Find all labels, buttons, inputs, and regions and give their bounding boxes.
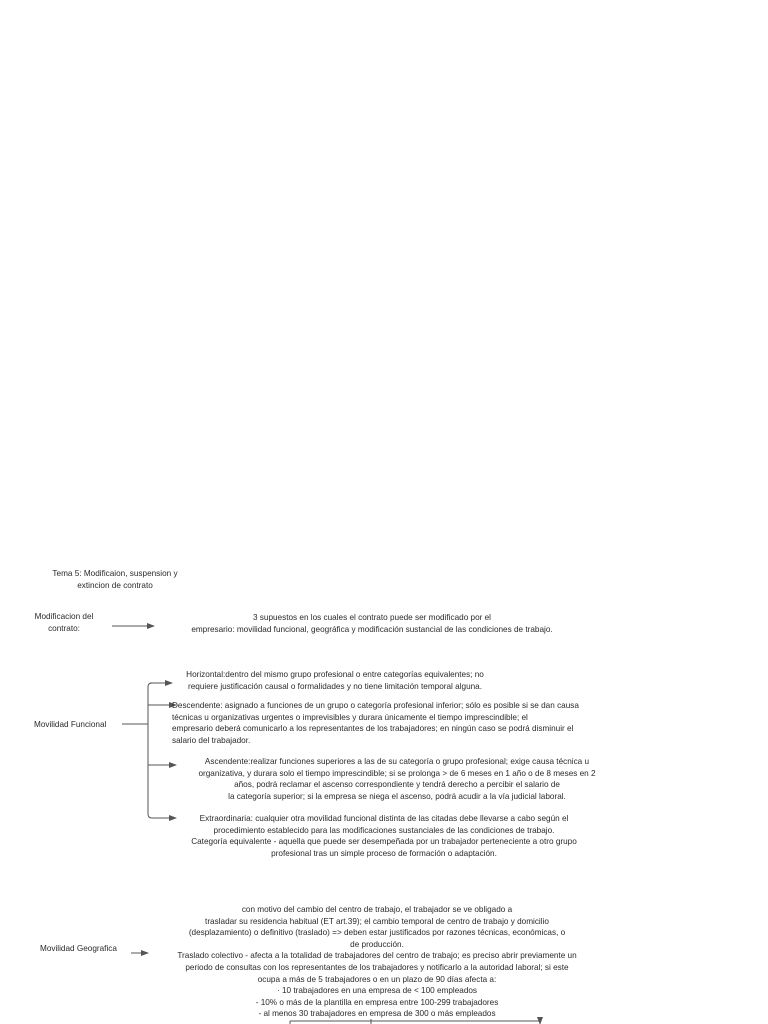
horizontal-line: requiere justificación causal o formalidades y no tiene limitación temporal alguna. — [188, 681, 482, 691]
extraordinaria-line: profesional tras un simple proceso de formación o adaptación. — [271, 848, 497, 858]
title-line: Tema 5: Modificaion, suspension y — [52, 569, 178, 578]
modificacion-label — [20, 611, 108, 634]
ascendente-line: organizativa, y durara solo el tiempo imprescindible; si se prolonga > de 6 meses en 1 año o de 8 meses en 2 — [198, 768, 596, 778]
funcional-bracket — [148, 683, 152, 818]
modificacion-text-line: 3 supuestos en los cuales el contrato puede ser modificado por el — [252, 613, 492, 622]
ascendente-line: años, podrá reclamar el ascenso correspondiente y tendrá derecho a percibir el salario de — [234, 780, 560, 790]
modificacion-label-line: Modificacion del — [34, 612, 94, 621]
geografica-line: con motivo del cambio del centro de trabajo, el trabajador se ve obligado a — [241, 905, 513, 914]
descendente-line: empresario deberá comunicarlo a los representantes de los trabajadores; en ningún caso se podrá disminuir el — [172, 724, 574, 734]
descendente-line: técnicas u organizativas urgentes o imprevisibles y durara únicamente el tiempo imprescindible; el — [172, 712, 528, 722]
modificacion-text-line: empresario: movilidad funcional, geográfica y modificación sustancial de las condiciones de trabajo. — [191, 624, 553, 634]
funcional-horizontal — [174, 669, 496, 692]
funcional-label: Movilidad Funcional — [34, 720, 107, 729]
page-title — [24, 568, 206, 591]
title-line: extincion de contrato — [77, 580, 153, 590]
funcional-ascendente — [170, 756, 624, 802]
modificacion-label-line: contrato: — [48, 623, 80, 633]
geografica-line: (desplazamiento) o definitivo (traslado) => deben estar justificados por razones técnicas, económicas, o — [188, 928, 566, 938]
extraordinaria-line: Categoría equivalente - aquella que puede ser desempeñada por un trabajador perteneciente a otro grupo — [191, 837, 577, 847]
horizontal-line: Horizontal:dentro del mismo grupo profesional o entre categorías equivalentes; no — [186, 670, 484, 679]
geografica-line: trasladar su residencia habitual (ET art.39); el cambio temporal de centro de trabajo y domicilio — [205, 916, 549, 926]
ascendente-line: Ascendente:realizar funciones superiores a las de su categoría o grupo profesional; exige causa técnica u — [204, 757, 590, 766]
extraordinaria-line: Extraordinaria: cualquier otra movilidad funcional distinta de las citadas debe llevarse a cabo según el — [199, 814, 569, 823]
modificacion-text — [160, 612, 584, 635]
geografica-label: Movilidad Geografica — [40, 944, 117, 953]
funcional-extraordinaria — [164, 813, 604, 859]
extraordinaria-line: procedimiento establecido para las modificaciones sustanciales de las condiciones de trabajo. — [213, 825, 555, 835]
geografica-line: · 10 trabajadores en una empresa de < 100 empleados — [276, 986, 478, 996]
ascendente-line: la categoría superior; si la empresa se niega el ascenso, podrá acudir a la vía judicial laboral. — [228, 791, 566, 801]
geografica-line: periodo de consultas con los representantes de los trabajadores y notificarlo a la autoridad laboral; si este — [185, 962, 569, 972]
geografica-line: ocupa a más de 5 trabajadores o en un plazo de 90 días afecta a: — [257, 974, 497, 984]
geografica-text — [150, 904, 604, 1020]
funcional-descendente — [172, 700, 579, 746]
geografica-line: - 10% o más de la plantilla en empresa entre 100-299 trabajadores — [255, 997, 499, 1007]
geografica-line: Traslado colectivo - afecta a la totalidad de trabajadores del centro de trabajo; es preciso abrir previamente un — [177, 951, 577, 961]
descendente-line: salario del trabajador. — [172, 735, 251, 745]
geografica-line: de producción. — [350, 939, 404, 949]
descendente-line: Descendente: asignado a funciones de un grupo o categoría profesional inferior; sólo es posible si se dan causa — [172, 701, 579, 710]
geografica-line: - al menos 30 trabajadores en empresa de 300 o más empleados — [258, 1009, 496, 1019]
